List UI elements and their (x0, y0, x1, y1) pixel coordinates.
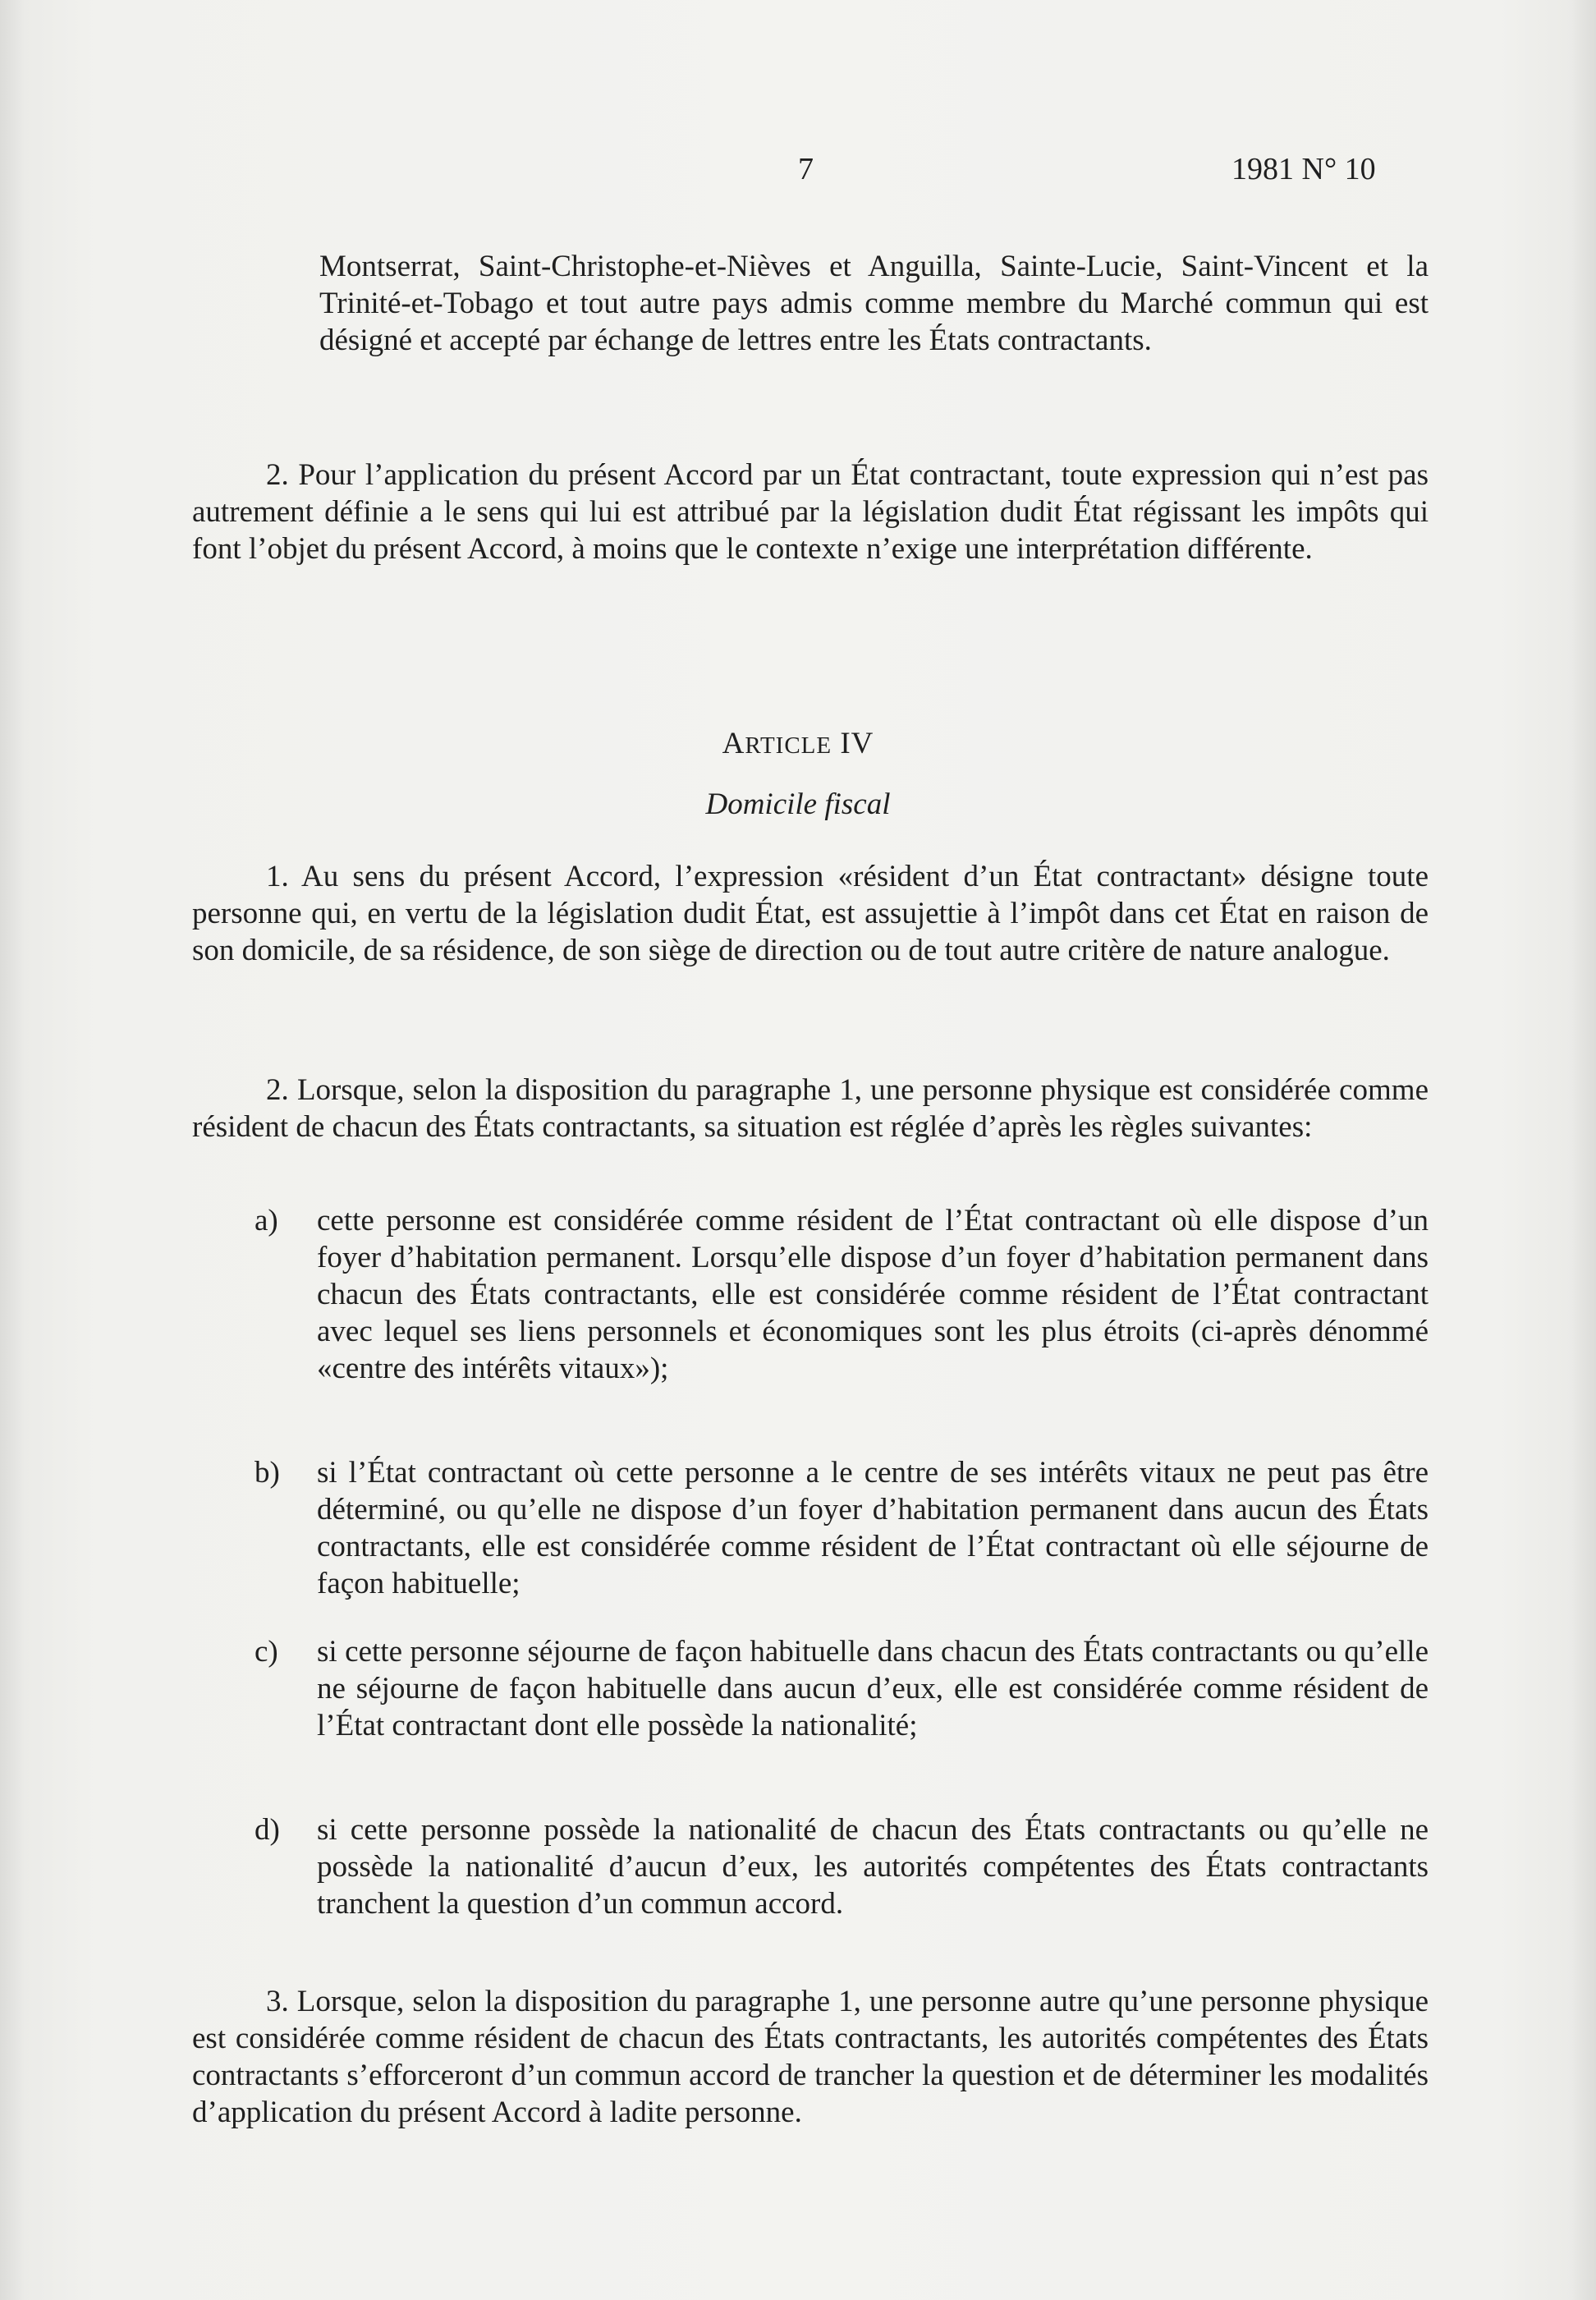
list-item-label: c) (255, 1635, 278, 1669)
list-item-text: si cette personne possède la nationalité de chacun des États contractants ou qu’elle ne possède la nationalité d’aucun d’eux, les autorités compétentes des États contractants tranchent la question d’un commun accord. (317, 1813, 1429, 1921)
article-subtitle: Domicile fiscal (705, 787, 891, 821)
article-paragraph-2-text: 2. Lorsque, selon la disposition du paragraphe 1, une personne physique est considérée comme résident de chacun des États contractants, sa situation est réglée d’après les règles suivantes: (192, 1073, 1429, 1144)
article-paragraph-2 (192, 1072, 1429, 1145)
list-item-text: si cette personne séjourne de façon habituelle dans chacun des États contractants ou qu’elle ne séjourne de façon habituelle dans aucun d’eux, elle est considérée comme résident de l’État contractant dont elle possède la nationalité; (317, 1635, 1429, 1742)
list-item-c (255, 1633, 1429, 1744)
article-heading-word: RTICLE (745, 732, 832, 759)
list-item-label: b) (255, 1456, 280, 1490)
article-paragraph-3-text: 3. Lorsque, selon la disposition du paragraphe 1, une personne autre qu’une personne physique est considérée comme résident de chacun des États contractants, les autorités compétentes des États contractants s’efforceront d’un commun accord de trancher la question et de déterminer les modalités d’application du présent Accord à ladite personne. (192, 1985, 1429, 2129)
article-paragraph-3 (192, 1983, 1429, 2131)
page-number: 7 (798, 152, 814, 186)
list-item-text: si l’État contractant où cette personne a le centre de ses intérêts vitaux ne peut pas être déterminé, ou qu’elle ne dispose d’un foyer d’habitation permanent dans aucun des États contractants, elle est considérée comme résident de l’État contractant où elle séjourne de façon habituelle; (317, 1456, 1429, 1600)
list-item-b (255, 1454, 1429, 1602)
list-item-text: cette personne est considérée comme résident de l’État contractant où elle dispose d’un foyer d’habitation permanent. Lorsqu’elle dispose d’un foyer d’habitation permanent dans chacun des États contractants, elle est considérée comme résident de l’État contractant avec lequel ses liens personnels et économiques sont les plus étroits (ci-après dénommé «centre des intérêts vitaux»); (317, 1204, 1429, 1385)
paragraph-2 (192, 457, 1429, 567)
left-page-edge (0, 0, 25, 2300)
document-reference: 1981 N° 10 (1231, 152, 1376, 186)
article-heading-initial: A (722, 727, 745, 760)
list-item-a (255, 1202, 1429, 1387)
article-paragraph-1-text: 1. Au sens du présent Accord, l’expression «résident d’un État contractant» désigne toute personne qui, en vertu de la législation dudit État, est assujettie à l’impôt dans cet État en raison de son domicile, de sa résidence, de son siège de direction ou de tout autre critère de nature analogue. (192, 860, 1429, 967)
intro-text: Montserrat, Saint-Christophe-et-Nièves et Anguilla, Sainte-Lucie, Saint-Vincent et la Trinité-et-Tobago et tout autre pays admis comme membre du Marché commun qui est désigné et accepté par échange de lettres entre les États contractants. (319, 250, 1429, 357)
list-item-label: a) (255, 1204, 278, 1237)
article-paragraph-1 (192, 858, 1429, 969)
intro-paragraph (319, 248, 1429, 359)
list-item-d (255, 1811, 1429, 1922)
paragraph-2-text: 2. Pour l’application du présent Accord par un État contractant, toute expression qui n’est pas autrement définie a le sens qui lui est attribué par la législation dudit État régissant les impôts qui font l’objet du présent Accord, à moins que le contexte n’exige une interprétation différente. (192, 458, 1429, 566)
article-heading (0, 726, 1596, 761)
list-item-label: d) (255, 1813, 280, 1847)
right-page-edge (1571, 0, 1596, 2300)
article-heading-number: IV (840, 727, 874, 760)
